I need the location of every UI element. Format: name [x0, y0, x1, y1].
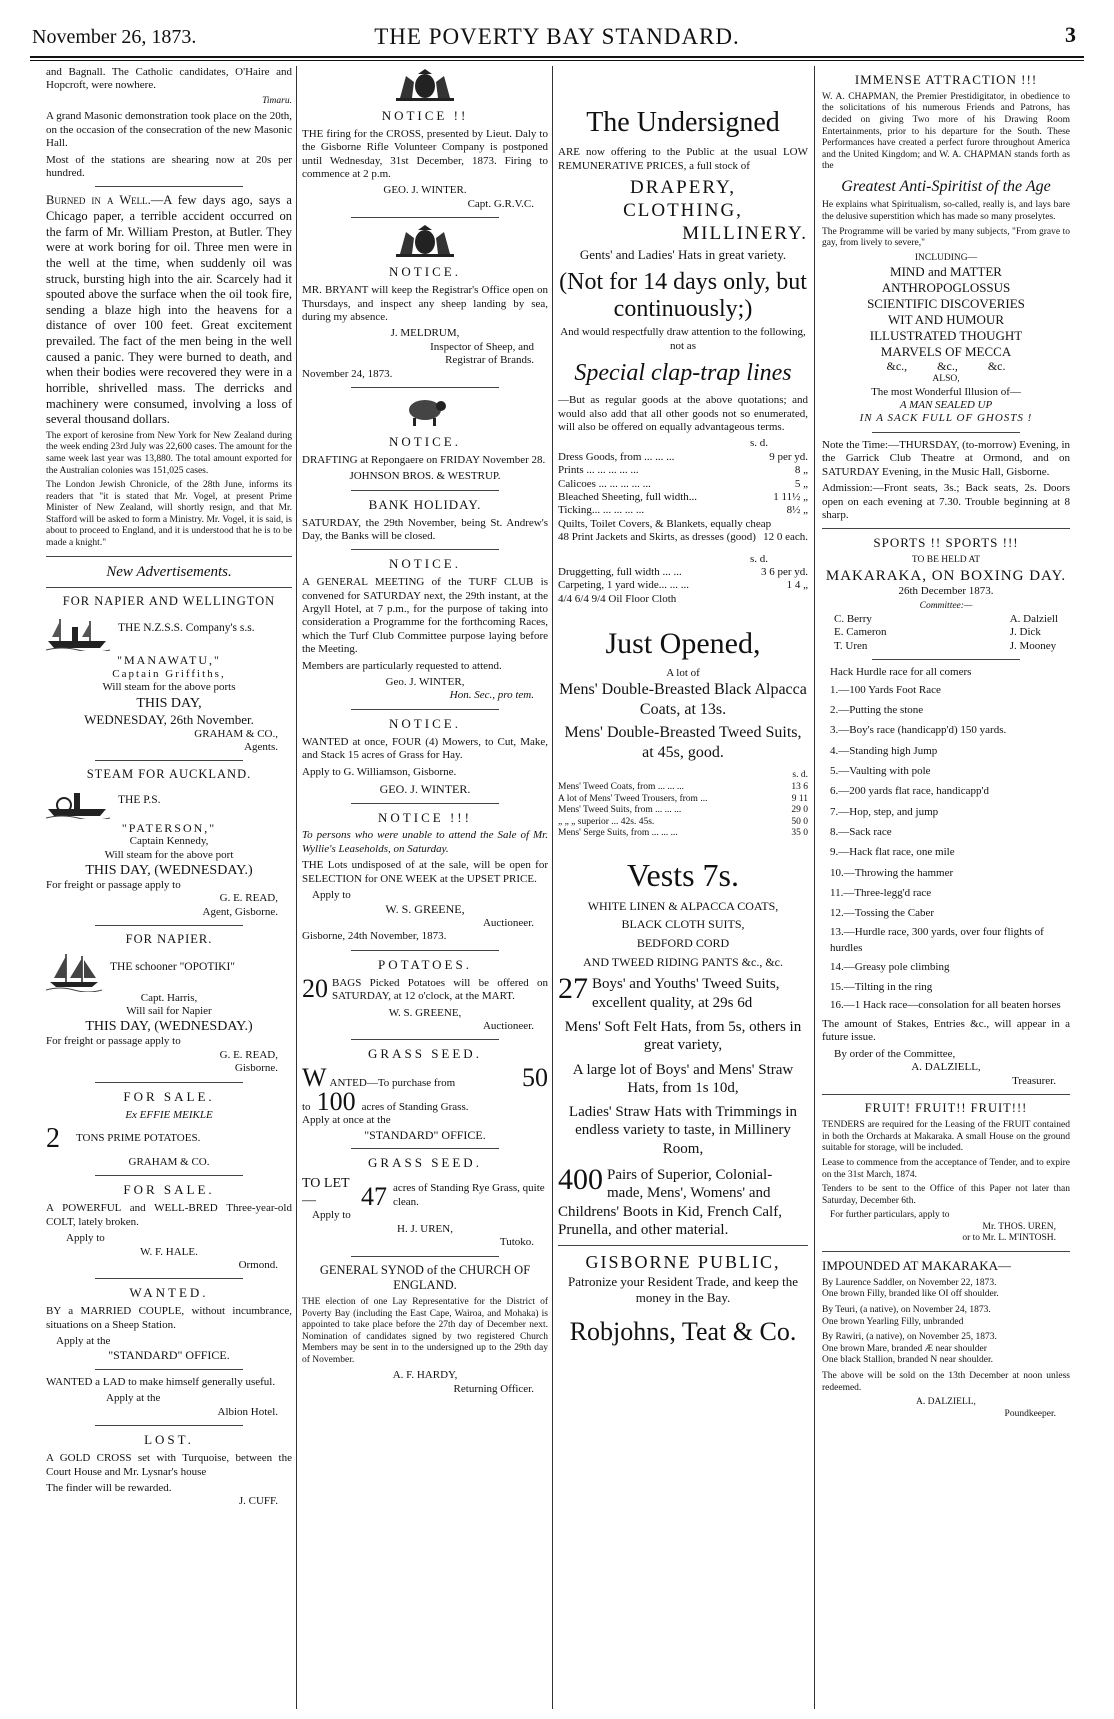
divider [351, 490, 499, 491]
ship-name: "PATERSON," [121, 820, 217, 835]
signature: G. E. READ, [219, 1048, 278, 1061]
notice-text: 20 BAGS Picked Potatoes will be offered on SATURDAY, at 12 o'clock, at the MART. [302, 973, 548, 1003]
notice-text: WANTED at once, FOUR (4) Mowers, to Cut, Make, and Stack 15 acres of Grass for Hay. [302, 735, 548, 762]
ad-text: Mens' Soft Felt Hats, from 5s, others in great variety, [564, 1018, 802, 1054]
ad-text: Quilts, Toilet Covers, & Blankets, equally cheap [558, 517, 772, 530]
ad-text: Patronize your Resident Trade, and keep the money in the Bay. [568, 1274, 798, 1306]
ad-text: Apply to [66, 1232, 105, 1245]
ad-text: Ladies' Straw Hats with Trimmings in endless variety to taste, in Millinery Room, [568, 1104, 798, 1157]
divider [95, 1278, 243, 1279]
committee-member: J. Dick [1009, 626, 1041, 639]
ship-intro: THE N.Z.S.S. Company's s.s. [118, 622, 255, 635]
grass-ad-row: W ANTED—To purchase from 50 [302, 1063, 548, 1093]
signature: GEO. J. WINTER. [383, 184, 467, 197]
royal-coat-of-arms-icon [392, 224, 458, 258]
ad-heading: DRAPERY, [630, 176, 736, 198]
page-number: 3 [1065, 22, 1076, 47]
divider [95, 186, 243, 187]
signature: Agents. [244, 740, 278, 753]
signature: Auctioneer. [482, 917, 534, 930]
divider [95, 925, 243, 926]
price-list [558, 531, 808, 544]
signature: Ormond. [238, 1258, 278, 1271]
divider [822, 528, 1070, 529]
divider [872, 432, 1021, 433]
price-header: s. d. [749, 552, 768, 565]
list-item: 2.—Putting the stone [830, 704, 924, 717]
ad-text: A POWERFUL and WELL-BRED Three-year-old COLT, lately broken. [46, 1202, 292, 1228]
column-1 [46, 66, 292, 1711]
ad-text: INCLUDING— [914, 252, 978, 263]
committee-member: T. Uren [834, 639, 868, 652]
price-list [558, 770, 808, 839]
ad-text: One black Stallion, branded N near shoulder. [822, 1355, 993, 1366]
ad-text: MIND and MATTER [890, 264, 1002, 280]
notice-date: November 24, 1873. [302, 367, 393, 380]
price-list [558, 437, 808, 517]
ad-text: TONS PRIME POTATOES. [76, 1132, 201, 1145]
signature: Albion Hotel. [217, 1405, 278, 1418]
signature: "STANDARD" OFFICE. [108, 1348, 230, 1363]
notice-text: THE election of one Lay Representative for the District of Poverty Bay (including the East Cape, Wairoa, and Mohaka) is appointed to take place before the 27th day of December next. Nomination of candidates signed by two registered Church Members may be sent in to the undersigned up to the 29th day of November. [302, 1297, 548, 1365]
ship-captain: Capt. Harris, [140, 991, 198, 1004]
notice-heading: GRASS SEED. [368, 1046, 482, 1062]
big-number: 50 [522, 1063, 548, 1093]
list-item: 14.—Greasy pole climbing [830, 960, 950, 973]
list-item: 10.—Throwing the hammer [830, 866, 954, 879]
divider [351, 1256, 499, 1257]
column-2 [302, 66, 548, 1711]
ad-text: One brown Yearling Filly, unbranded [822, 1316, 964, 1327]
notice-heading: NOTICE. [389, 715, 461, 731]
ad-text: Apply at the [106, 1392, 161, 1405]
signature: G. E. READ, [219, 892, 278, 905]
events-list [830, 680, 1070, 1014]
big-number: 20 [302, 973, 328, 1003]
ad-row [46, 1122, 292, 1156]
ad-text: Tenders to be sent to the Office of this Paper not later than Saturday, December 6th. [822, 1184, 1070, 1206]
notice-text: Apply to [312, 889, 351, 902]
signature: Geo. J. WINTER, [385, 676, 465, 689]
list-item: 7.—Hop, step, and jump [830, 805, 939, 818]
signature: W. F. HALE. [140, 1245, 198, 1258]
grass-ad-row: TO LET— 47 acres of Standing Rye Grass, quite clean. [302, 1176, 545, 1212]
events-heading: Hack Hurdle race for all comers [830, 666, 972, 679]
divider [351, 387, 499, 388]
ad-text: ILLUSTRATED THOUGHT [869, 327, 1023, 343]
divider [822, 1251, 1070, 1252]
column-divider [552, 66, 553, 1709]
ad-text: THIS DAY, [136, 695, 202, 711]
notice-heading: GENERAL SYNOD of the CHURCH OF ENGLAND. [319, 1262, 531, 1292]
list-item: 12.—Tossing the Caber [830, 907, 935, 920]
divider [95, 1425, 243, 1426]
ad-heading: Just Opened, [605, 627, 761, 661]
ad-text: A lot of [666, 666, 700, 679]
ad-text: 27 Boys' and Youths' Tweed Suits, excellent quality, at 29s 6d [558, 972, 780, 1011]
ad-text: IN A SACK FULL OF GHOSTS ! [859, 412, 1033, 425]
signature: Mr. THOS. UREN, [982, 1221, 1056, 1232]
list-item: 8.—Sack race [830, 826, 892, 839]
masthead-rule [30, 60, 1084, 61]
news-paragraph: The London Jewish Chronicle, of the 28th June, informs its readers that "it is stated that Mr. Vogel, at present Prime Minister of New Zealand, will shortly resign, and that Mr. Stafford will be asked to form a Ministry. Mr. Vogel, it is said, is about to proceed to England, and it is understood that he is to be made a knight." [46, 480, 292, 548]
price-row: Prints ... ... ... ... ... 8 „ [558, 464, 808, 477]
signature: "STANDARD" OFFICE. [364, 1127, 486, 1142]
ad-text: TENDERS are required for the Leasing of the FRUIT contained in both the Orchards at Makaraka. A small House on the ground suitable for storage, will be included. [822, 1120, 1070, 1154]
ad-text: Mens' Double-Breasted Tweed Suits, at 45s, good. [564, 724, 802, 761]
notice-text: Apply to [312, 1209, 351, 1222]
price-row: Mens' Tweed Coats, from ... ... ... 13 6 [558, 781, 808, 792]
ad-text: WANTED a LAD to make himself generally useful. [46, 1376, 276, 1389]
ad-text: Will sail for Napier [126, 1004, 212, 1017]
ad-text: THIS DAY, (WEDNESDAY.) [85, 1019, 253, 1035]
ad-text: By Laurence Saddler, on November 22, 1873. [822, 1277, 997, 1288]
committee-list [822, 613, 1070, 653]
royal-coat-of-arms-icon [392, 68, 458, 102]
divider [351, 1148, 499, 1149]
committee-member: A. Dalziell [1009, 613, 1058, 626]
list-item: 11.—Three-legg'd race [830, 887, 932, 900]
ad-heading: CLOTHING, [623, 200, 743, 222]
drop-letter: W [302, 1063, 327, 1093]
signature: Auctioneer. [482, 1019, 534, 1032]
list-item: 1.—100 Yards Foot Race [830, 683, 941, 696]
signature: GEO. J. WINTER. [379, 781, 471, 796]
ad-heading: STEAM FOR AUCKLAND. [86, 767, 252, 782]
ship-captain: Captain Kennedy, [129, 835, 209, 848]
ship-captain: Captain Griffiths, [112, 667, 226, 680]
ad-heading: SPORTS !! SPORTS !!! [873, 535, 1019, 551]
signature: Tutoko. [499, 1236, 534, 1249]
notice-text: DRAFTING at Repongaere on FRIDAY November 28. [302, 453, 546, 466]
signature: A. DALZIELL, [916, 1397, 976, 1408]
notice-text: Apply at once at the [302, 1114, 391, 1127]
steamship-icon [46, 787, 110, 819]
column-4 [822, 66, 1070, 1711]
signature: Registrar of Brands. [445, 354, 534, 367]
sheep-icon [403, 394, 447, 428]
divider [351, 217, 499, 218]
divider [46, 556, 292, 557]
ship-intro: THE schooner "OPOTIKI" [110, 960, 236, 973]
price-row: Mens' Tweed Suits, from ... ... ... 29 0 [558, 805, 808, 816]
notice-heading: NOTICE. [389, 434, 461, 449]
ad-text: Lease to commence from the acceptance of Tender, and to expire on the 31st March, 1874. [822, 1158, 1070, 1180]
committee-member: J. Mooney [1009, 639, 1057, 652]
ad-heading: Greatest Anti-Spiritist of the Age [841, 177, 1051, 195]
ad-heading: FOR SALE. [123, 1088, 215, 1104]
signature: J. CUFF. [238, 1495, 278, 1508]
notice-text: MR. BRYANT will keep the Registrar's Office open on Thursdays, and inspect any sheep landing by sea, during my absence. [302, 284, 548, 323]
ad-text: The amount of Stakes, Entries &c., will appear in a future issue. [822, 1017, 1070, 1044]
ad-heading: FOR NAPIER AND WELLINGTON [62, 593, 276, 608]
signature: Inspector of Sheep, and [430, 340, 534, 353]
ship-ad-top [46, 952, 292, 992]
big-number: 47 [360, 1182, 387, 1212]
list-item: 4.—Standing high Jump [830, 744, 938, 757]
ad-heading: Vests 7s. [626, 856, 739, 893]
signature: Hon. Sec., pro tem. [449, 689, 534, 702]
price-row: Dress Goods, from ... ... ... 9 per yd. [558, 450, 808, 463]
signature: Gisborne. [234, 1062, 278, 1075]
price-row: Mens' Serge Suits, from ... ... ... 35 0 [558, 828, 808, 839]
ad-heading: MAKARAKA, ON BOXING DAY. [825, 567, 1067, 584]
column-divider [814, 66, 815, 1709]
steamship-icon [46, 615, 110, 651]
notice-text: THE Lots undisposed of at the sale, will be open for SELECTION for ONE WEEK at the UPSET PRICE. [302, 859, 548, 885]
ad-text: Gents' and Ladies' Hats in great variety. [579, 247, 787, 263]
notice-text: Members are particularly requested to attend. [302, 659, 502, 672]
divider [822, 1094, 1070, 1095]
ad-text: And would respectfully draw attention to the following, not as [560, 326, 806, 352]
ad-text: The Programme will be varied by many subjects, "From grave to gay, from lively to severe," [822, 226, 1070, 249]
signature: Agent, Gisborne. [202, 905, 278, 918]
price-row: Bleached Sheeting, full width... 1 11½ „ [558, 491, 808, 504]
price-row: Calicoes ... ... ... ... ... 5 „ [558, 477, 808, 490]
grass-ad-row: to 100 acres of Standing Grass. [302, 1087, 469, 1117]
column-3 [558, 66, 808, 1711]
divider [558, 1245, 808, 1246]
ad-text: By Teuri, (a native), on November 24, 1873. [822, 1305, 991, 1316]
list-item: 9.—Hack flat race, one mile [830, 846, 955, 859]
ad-text: By order of the Committee, [834, 1047, 956, 1060]
list-item: 6.—200 yards flat race, handicapp'd [830, 785, 989, 798]
price-header: s. d. [792, 770, 808, 781]
notice-text: THE firing for the CROSS, presented by Lieut. Daly to the Gisborne Rifle Volunteer Company is postponed until Wednesday, 31st December, 1873. Firing to commence at 2 p.m. [302, 127, 548, 181]
divider [351, 803, 499, 804]
ad-text: For freight or passage apply to [46, 1035, 181, 1048]
divider [351, 549, 499, 550]
signature: W. S. GREENE, [388, 1006, 462, 1019]
ad-text: WHITE LINEN & ALPACCA COATS, [587, 898, 779, 913]
ad-text: W. A. CHAPMAN, the Premier Prestidigitator, in obedience to the solicitations of his numerous Friends and Patrons, has decided on giving Two more of his Drawing Room Entertainments, prior to his departure for the South. These Performances have created a perfect furore throughout America and the United Kingdom; and W. A. CHAPMAN stands forth as the [822, 91, 1070, 172]
price-row: „ „ „ superior ... 42s. 45s. 50 0 [558, 816, 808, 827]
price-header: s. d. [749, 437, 768, 450]
ad-text: WIT AND HUMOUR [887, 311, 1005, 327]
big-number: 100 [316, 1087, 356, 1117]
price-row: Ticking... ... ... ... ... 8½ „ [558, 504, 808, 517]
price-row: A lot of Mens' Tweed Trousers, from ... 9 11 [558, 793, 808, 804]
schooner-icon [46, 952, 102, 992]
signature: W. S. GREENE, [385, 902, 465, 917]
dateline: Timaru. [262, 95, 292, 106]
business-name: Robjohns, Teat & Co. [569, 1316, 797, 1346]
news-paragraph: A grand Masonic demonstration took place on the 20th, on the occasion of the consecration of the new Masonic Hall. [46, 110, 292, 150]
ad-text: A large lot of Boys' and Mens' Straw Hats, from 1s 10d, [572, 1061, 794, 1096]
list-item: 16.—1 Hack race—consolation for all beaten horses [830, 999, 1061, 1012]
notice-heading: NOTICE !! [381, 108, 469, 123]
ad-text: BEDFORD CORD [636, 936, 730, 951]
ad-heading: GISBORNE PUBLIC, [585, 1252, 781, 1273]
ad-text: &c., &c., &c. [886, 359, 1006, 374]
signature: or to Mr. L. M'INTOSH. [962, 1233, 1056, 1244]
divider [95, 760, 243, 761]
divider [95, 1082, 243, 1083]
ad-text: The finder will be rewarded. [46, 1481, 172, 1494]
ad-title: The Undersigned [586, 107, 780, 138]
news-paragraph: Most of the stations are shearing now at 20s per hundred. [46, 153, 292, 180]
notice-text: To persons who were unable to attend the Sale of Mr. Wyllie's Leaseholds, on Saturday. [302, 829, 548, 855]
ad-text: 26th December 1873. [898, 585, 994, 598]
notice-heading: NOTICE !!! [378, 809, 472, 825]
signature: Returning Officer. [453, 1382, 534, 1395]
ad-text: Will steam for the above port [104, 848, 234, 861]
ad-text: Apply at the [56, 1335, 111, 1348]
masthead [30, 22, 1084, 58]
signature: Treasurer. [1012, 1074, 1056, 1087]
price-row: Druggetting, full width ... ... 3 6 per yd. [558, 566, 808, 579]
ad-text: WEDNESDAY, 26th November. [84, 711, 254, 727]
signature: Poundkeeper. [1004, 1408, 1056, 1419]
notice-heading: NOTICE. [389, 556, 461, 572]
signature: H. J. UREN, [397, 1222, 453, 1235]
ad-text: For further particulars, apply to [830, 1210, 950, 1221]
ad-text: By Rawiri, (a native), on November 25, 1873. [822, 1332, 997, 1343]
notice-text: A GENERAL MEETING of the TURF CLUB is convened for SATURDAY next, the 29th instant, at the Argyll Hotel, at 7 p.m., for the purpose of taking into consideration a Programme for the forthcoming Races, which the Turf Club Committee purpose laying before the Meeting. [302, 576, 548, 656]
newspaper-title: THE POVERTY BAY STANDARD. [374, 24, 740, 49]
ship-intro: THE P.S. [118, 793, 161, 806]
divider [95, 1369, 243, 1370]
divider [872, 659, 1021, 660]
signature: A. DALZIELL, [911, 1061, 981, 1074]
ad-heading: MILLINERY. [682, 223, 808, 245]
ad-text: Committee:— [919, 601, 973, 612]
notice-date: Gisborne, 24th November, 1873. [302, 930, 447, 943]
divider [95, 1175, 243, 1176]
ad-text: ANTHROPOGLOSSUS [881, 280, 1011, 296]
ad-text: ARE now offering to the Public at the usual LOW REMUNERATIVE PRICES, a full stock of [558, 146, 808, 172]
signature: JOHNSON BROS. & WESTRUP. [349, 470, 501, 483]
ad-text: Admission:—Front seats, 3s.; Back seats, 2s. Doors open on each evening at 7.30. Trouble beginning at 8 sharp. [822, 482, 1070, 521]
list-item: 15.—Tilting in the ring [830, 981, 933, 994]
big-number: 400 [558, 1163, 603, 1197]
ad-heading: FRUIT! FRUIT!! FRUIT!!! [864, 1101, 1028, 1116]
ad-heading: FOR SALE. [123, 1182, 215, 1198]
price-list [558, 553, 808, 607]
ad-heading: FOR NAPIER. [125, 932, 213, 947]
ad-heading: WANTED. [129, 1285, 209, 1301]
committee-member: C. Berry [834, 613, 872, 626]
well-article: Burned in a Well.—A few days ago, says a Chicago paper, a terrible accident occurred on the farm of Mr. William Preston, at Butler. They were at work boring for oil. Three men were in the well at the time, when suddenly oil was struck, bursting high into the air. Scarcely had it spouted above the surface when the oil took fire, sending a blaze high into the heavens for a distance of over 100 feet. Great excitement prevailed. The fact of the men being in the well caused a panic. They were burned to death, and when their bodies were recovered they were in a horrible, shrivelled mass. The derricks and machinery were consumed, involving a loss of several thousand dollars. [46, 193, 292, 427]
divider [351, 1039, 499, 1040]
ad-heading: IMPOUNDED AT MAKARAKA— [822, 1258, 1011, 1274]
ad-heading: Special clap-trap lines [574, 359, 792, 386]
ship-name: "MANAWATU," [117, 653, 221, 668]
ad-text: ALSO, [932, 374, 960, 385]
ad-text: 400 Pairs of Superior, Colonial-made, Mens', Womens' and Childrens' Boots in Kid, French Calf, Prunella, and other material. [558, 1163, 782, 1238]
committee-member: E. Cameron [834, 626, 887, 639]
ship-ad-top [46, 613, 292, 653]
ad-text: MARVELS OF MECCA [880, 343, 1012, 359]
price-row: 4/4 6/4 9/4 Oil Floor Cloth [558, 592, 677, 605]
list-item: 3.—Boy's race (handicapp'd) 150 yards. [830, 724, 1007, 737]
news-paragraph: The export of kerosine from New York for New Zealand during the week ending 23rd July was 22,600 cases. The amount for the same week last year was 13,880. The total amount exported for the Australian colonies was 151,025 cases. [46, 430, 292, 476]
notice-heading: GRASS SEED. [368, 1155, 482, 1171]
new-advertisements-heading: New Advertisements. [106, 563, 232, 580]
signature: GRAHAM & CO., [194, 727, 278, 740]
ad-heading: (Not for 14 days only, but continuously;) [559, 269, 807, 322]
news-paragraph: and Bagnall. The Catholic candidates, O'Haire and Hopcroft, were nowhere. [46, 66, 292, 92]
signature: Capt. G.R.V.C. [467, 197, 534, 210]
ad-text: Ex EFFIE MEIKLE [125, 1108, 213, 1121]
divider [351, 709, 499, 710]
notice-heading: BANK HOLIDAY. [368, 496, 482, 512]
ad-text: A GOLD CROSS set with Turquoise, between the Court House and Mr. Lysnar's house [46, 1452, 292, 1478]
notice-text: Apply to G. Williamson, Gisborne. [302, 765, 457, 778]
list-item: 5.—Vaulting with pole [830, 765, 931, 778]
price-row: 48 Print Jackets and Skirts, as dresses (good) 12 0 each. [558, 531, 808, 544]
signature: J. MELDRUM, [390, 327, 460, 340]
ad-text: BY a MARRIED COUPLE, without incumbrance, situations on a Sheep Station. [46, 1305, 292, 1331]
ad-text: A MAN SEALED UP [899, 399, 993, 412]
ad-text: —But as regular goods at the above quotations; and would also add that all other goods not so enumerated, will also be offered on equally advantageous terms. [558, 394, 808, 434]
ad-text: The most Wonderful Illusion of— [871, 385, 1021, 398]
ad-text: THIS DAY, (WEDNESDAY.) [85, 863, 253, 878]
ad-text: SCIENTIFIC DISCOVERIES [867, 296, 1025, 312]
divider [351, 950, 499, 951]
ad-text: BLACK CLOTH SUITS, [621, 917, 745, 932]
ad-text: Will steam for the above ports [102, 681, 236, 694]
ad-text: Note the Time:—THURSDAY, (to-morrow) Evening, in the Garrick Club Theatre at Ormond, and on SATURDAY Evening, in the Music Hall, Gisborne. [822, 438, 1070, 478]
signature: A. F. HARDY, [392, 1369, 458, 1382]
price-row: Carpeting, 1 yard wide... ... ... 1 4 „ [558, 579, 808, 592]
ad-text: The above will be sold on the 13th December at noon unless redeemed. [822, 1370, 1070, 1393]
big-number: 27 [558, 972, 588, 1006]
ad-text: One brown Filly, branded like OI off shoulder. [822, 1289, 999, 1300]
ad-text: For freight or passage apply to [46, 879, 181, 892]
ad-text: TO BE HELD AT [911, 555, 981, 566]
ad-text: He explains what Spiritualism, so-called, really is, and lays bare the delusive superstition which has made so many proselytes. [822, 200, 1070, 222]
notice-heading: POTATOES. [378, 956, 472, 972]
divider [46, 587, 292, 588]
ad-heading: LOST. [144, 1432, 194, 1448]
ad-text: One brown Mare, branded Æ near shoulder [822, 1343, 987, 1354]
ad-text: Mens' Double-Breasted Black Alpacca Coats, at 13s. [559, 681, 807, 718]
column-divider [296, 66, 297, 1709]
ad-heading: IMMENSE ATTRACTION !!! [854, 72, 1038, 87]
notice-heading: NOTICE. [389, 264, 461, 280]
signature: GRAHAM & CO. [128, 1156, 210, 1169]
big-number: 2 [46, 1122, 60, 1154]
notice-text: SATURDAY, the 29th November, being St. Andrew's Day, the Banks will be closed. [302, 516, 548, 542]
list-item: 13.—Hurdle race, 300 yards, over four flights of hurdles [830, 925, 1044, 955]
issue-date: November 26, 1873. [32, 26, 197, 48]
ship-ad-top [46, 787, 292, 821]
ad-text: AND TWEED RIDING PANTS &c., &c. [583, 954, 783, 969]
